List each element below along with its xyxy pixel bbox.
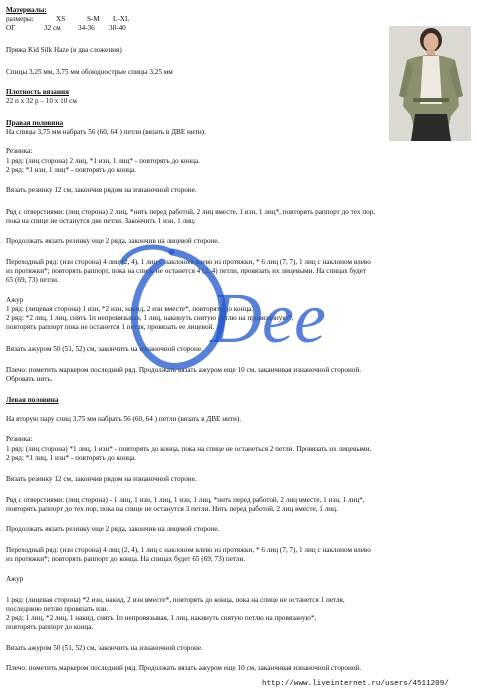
left-half-heading: Левая половина xyxy=(6,396,59,404)
left-half-line: 1 ряд: (лиц сторона) *1 лиц, 1 изн* - повторять до конца, пока на спице не останеться 2 петли. Провязать их лицевыми. xyxy=(6,445,372,453)
og-lxl: 38-40 xyxy=(109,24,126,32)
left-half-line: Плечо: пометить маркером последний ряд. Продолжать вязать ажуром еще 10 см, заканчивая изнаночной стороной. xyxy=(6,664,362,672)
left-half-line: из протяжки*; повторять раппорт до конца. На спицах будет 65 (69, 73) петли. xyxy=(6,555,246,563)
right-half-line: Ряд с отверстиями: (лиц сторона) 2 лиц, *нить перед работой, 2 лиц вместе, 1 изн, 1 лиц*, повторять раппорт до тех пор, xyxy=(6,208,376,216)
size-lxl: L-XL xyxy=(113,15,130,23)
right-half-line: повторять раппорт пока не останется 1 петля, провязать ее лицевой. xyxy=(6,323,215,331)
watermark-text: Dee xyxy=(210,278,326,358)
right-half-line: На спицы 3,75 мм набрать 56 (60, 64 ) петли (вязать в ДВЕ нити). xyxy=(6,128,206,136)
left-half-line: последнюю петлю провязать изн. xyxy=(6,605,109,613)
right-half-line: Продолжать вязать резинку еще 2 ряда, закончив на лицевой стороне. xyxy=(6,237,220,245)
og-xs: 32 см xyxy=(44,24,61,32)
left-half-line: На вторую пару спиц 3,75 мм набрать 56 (60, 64 ) петли (вязать в ДВЕ нити). xyxy=(6,415,242,423)
left-half-line: повторять раппорт до конца. xyxy=(6,623,94,631)
model-photo xyxy=(389,26,471,141)
sizes-row xyxy=(6,15,206,24)
right-half-line: Плечо: пометить маркером последний ряд. Продолжать вязать ажуром еще 10 см, заканчивая изнаночной стороной. xyxy=(6,366,362,374)
model-photo-image xyxy=(389,26,471,141)
right-half-line: Вязать резинку 12 см, закончив рядом на изнаночной стороне. xyxy=(6,186,197,194)
footer-url[interactable]: http://www.liveinternet.ru/users/4511209/ xyxy=(262,680,449,688)
left-half-line: Ряд с отверстиями: (лиц сторона) - 1 лиц, 1 изн, 1 лиц, 1 изн, 1 лиц, *нить перед работой, 2 лиц вместе, 1 изн, 1 лиц*, xyxy=(6,496,365,504)
sizes-label: размеры: xyxy=(6,15,34,23)
right-half-line: Переходный ряд: (изн сторона) 4 лиц (2, 4), 1 лиц с наклоном влево из протяжки, * 6 лиц (7, 7), 1 лиц с наклоном влево xyxy=(6,258,371,266)
right-half-line: 1 ряд: (лиц сторона) 2 лиц, *1 изн, 1 лиц* - повторять до конца. xyxy=(6,157,200,165)
left-half-line: Вязать резинку 12 см, закончив рядом на изнаночной стороне. xyxy=(6,475,197,483)
right-half-line: Ажур xyxy=(6,296,24,304)
right-half-line: Обровать нить. xyxy=(6,375,53,383)
left-half-line: Ажур xyxy=(6,575,24,583)
materials-heading: Материалы: xyxy=(6,6,47,14)
dee-watermark xyxy=(100,222,360,382)
right-half-line: пока на спице не останутся две петли. Закончить 1 изн, 1 лиц. xyxy=(6,217,196,225)
right-half-line: Вязать ажуром 50 (51, 52) см, закончить на изнаночной стороне. xyxy=(6,345,203,353)
needles-text: Спицы 3,25 мм, 3,75 мм обоюдоострые спицы 3,25 мм xyxy=(6,68,173,76)
left-half-line: 1 ряд: (лицевая сторона) *2 изн, накид, 2 изн вместе*, повторять до конца, пока на спице не останется 1 петля, xyxy=(6,596,345,604)
right-half-line: 1 ряд: (лицевая сторона) 1 изн, *2 изн, накид, 2 изн вместе*, повторять до конца. xyxy=(6,305,254,313)
left-half-line: 2 ряд: 1 лиц, *2 лиц, 1 накид, снять 1п непровязывая, 1 лиц, накинуть снятую петлю на провязаную*, xyxy=(6,614,317,622)
left-half-line: 2 ряд: *1 лиц, 1 изн* - повторять до конца. xyxy=(6,454,136,462)
og-sm: 34-36 xyxy=(78,24,95,32)
left-half-line: Переходный ряд: (изн сторона) 4 лиц (2, 4), 1 лиц с наклоном влево из протяжки, * 6 лиц (7, 7), 1 лиц с наклоном влево xyxy=(6,546,371,554)
right-half-line: из протяжки*; повторять раппорт, пока на спице не останется 4 (2, 4) петли, провязать их лицевыми. На спицах будет xyxy=(6,267,367,275)
og-row xyxy=(6,24,206,33)
right-half-heading: Правая половина xyxy=(6,119,64,127)
right-half-line: 2 ряд: *1 изн, 1 лиц* - повторять до конца. xyxy=(6,166,136,174)
og-label: ОГ xyxy=(6,24,16,32)
left-half-line: Продолжать вязать резинку еще 2 ряда, закончив на лицевой стороне. xyxy=(6,525,220,533)
left-half-line: Вязать ажуром 50 (51, 52) см, закончить на изнаночной стороне. xyxy=(6,644,203,652)
size-xs: XS xyxy=(56,15,66,23)
density-heading: Плотность вязания xyxy=(6,88,70,96)
size-sm: S-M xyxy=(87,15,100,23)
right-half-line: Резинка: xyxy=(6,147,33,155)
density-value: 22 п х 32 р – 10 х 10 см xyxy=(6,97,77,105)
left-half-line: повторять раппорт до тех пор, пока на спице не останутся 3 петли. Нить перед работой, 2 лиц вместе, 1 лиц. xyxy=(6,505,338,513)
right-half-line: 65 (69, 73) петли. xyxy=(6,276,59,284)
yarn-text: Пряжа Kid Silk Haze (в два сложения) xyxy=(6,46,122,54)
right-half-line: 2 ряд: *2 лиц, 1 лиц, снять 1п непровязывая, 1 лиц, накинуть снятую петлю на провязанную*, xyxy=(6,314,294,322)
left-half-line: Резинка: xyxy=(6,435,33,443)
